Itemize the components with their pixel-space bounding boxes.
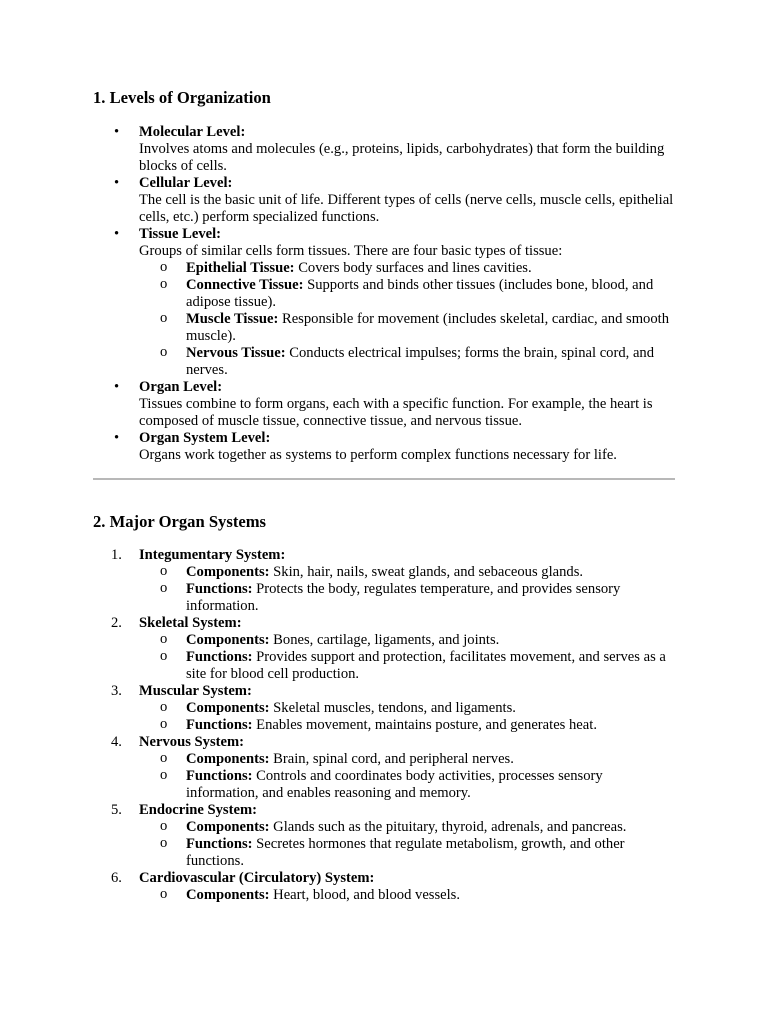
list-item: [93, 430, 675, 464]
sub-list-item: [93, 260, 675, 277]
functions-label: Functions:: [186, 768, 253, 784]
system-details: [139, 819, 675, 870]
components-label: Components:: [186, 819, 270, 835]
system-name: Integumentary System:: [139, 547, 286, 563]
item-number: 5.: [111, 802, 122, 818]
circle-bullet-icon: o: [160, 886, 168, 902]
item-number: 4.: [111, 734, 122, 750]
system-item: [93, 802, 675, 870]
sub-list-item: [93, 277, 675, 311]
section-1-heading: 1. Levels of Organization: [93, 88, 271, 107]
circle-bullet-icon: o: [160, 716, 168, 732]
sub-item-label: Connective Tissue:: [186, 277, 304, 293]
bullet-icon: •: [114, 226, 120, 242]
circle-bullet-icon: o: [160, 344, 168, 360]
components-text: Bones, cartilage, ligaments, and joints.: [269, 632, 500, 648]
components-text: Heart, blood, and blood vessels.: [269, 887, 461, 903]
components-label: Components:: [186, 751, 270, 767]
circle-bullet-icon: o: [160, 648, 168, 664]
item-label: Molecular Level:: [139, 124, 246, 140]
section-divider: [93, 478, 675, 480]
components-label: Components:: [186, 700, 270, 716]
sub-item-label: Muscle Tissue:: [186, 311, 279, 327]
item-text: Involves atoms and molecules (e.g., proteins, lipids, carbohydrates) that form the building blocks of cells.: [139, 141, 665, 174]
sub-item-text: Responsible for movement (includes skeletal, cardiac, and smooth muscle).: [186, 311, 669, 344]
section-2-heading: 2. Major Organ Systems: [93, 512, 266, 531]
item-text: Organs work together as systems to perform complex functions necessary for life.: [139, 447, 617, 463]
sub-list-item: [93, 581, 675, 615]
circle-bullet-icon: o: [160, 750, 168, 766]
list-item: [93, 124, 675, 175]
sub-item-label: Nervous Tissue:: [186, 345, 286, 361]
sub-item-label: Epithelial Tissue:: [186, 260, 295, 276]
system-name: Cardiovascular (Circulatory) System:: [139, 870, 375, 886]
components-text: Brain, spinal cord, and peripheral nerves.: [269, 751, 514, 767]
sub-list-item: [93, 717, 675, 734]
list-item: [93, 175, 675, 226]
sub-list-item: [93, 836, 675, 870]
bullet-icon: •: [114, 430, 120, 446]
circle-bullet-icon: o: [160, 631, 168, 647]
system-item: [93, 683, 675, 734]
components-label: Components:: [186, 564, 270, 580]
circle-bullet-icon: o: [160, 563, 168, 579]
tissue-types-list: [139, 260, 675, 379]
organ-systems-list: [93, 547, 675, 904]
functions-label: Functions:: [186, 717, 253, 733]
circle-bullet-icon: o: [160, 699, 168, 715]
components-text: Glands such as the pituitary, thyroid, adrenals, and pancreas.: [269, 819, 627, 835]
circle-bullet-icon: o: [160, 835, 168, 851]
item-text: Tissues combine to form organs, each with a specific function. For example, the heart is composed of muscle tissue, connective tissue, and nervous tissue.: [139, 396, 653, 429]
system-details: [139, 751, 675, 802]
system-details: [139, 887, 675, 904]
system-item: [93, 734, 675, 802]
sub-list-item: [93, 887, 675, 904]
functions-label: Functions:: [186, 581, 253, 597]
item-number: 2.: [111, 615, 122, 631]
components-text: Skeletal muscles, tendons, and ligaments.: [269, 700, 516, 716]
components-label: Components:: [186, 887, 270, 903]
circle-bullet-icon: o: [160, 310, 168, 326]
item-number: 6.: [111, 870, 122, 886]
system-item: [93, 547, 675, 615]
list-item: [93, 226, 675, 379]
sub-list-item: [93, 751, 675, 768]
item-number: 3.: [111, 683, 122, 699]
functions-text: Enables movement, maintains posture, and generates heat.: [252, 717, 597, 733]
sub-item-text: Supports and binds other tissues (includes bone, blood, and adipose tissue).: [186, 277, 654, 310]
sub-list-item: [93, 768, 675, 802]
functions-text: Protects the body, regulates temperature, and provides sensory information.: [186, 581, 621, 614]
functions-text: Provides support and protection, facilitates movement, and serves as a site for blood cell production.: [186, 649, 666, 682]
item-number: 1.: [111, 547, 122, 563]
item-label: Organ System Level:: [139, 430, 271, 446]
system-details: [139, 632, 675, 683]
sub-list-item: [93, 649, 675, 683]
item-label: Organ Level:: [139, 379, 223, 395]
functions-text: Secretes hormones that regulate metabolism, growth, and other functions.: [186, 836, 625, 869]
sub-list-item: [93, 564, 675, 581]
sub-list-item: [93, 819, 675, 836]
sub-list-item: [93, 311, 675, 345]
system-item: [93, 870, 675, 904]
components-text: Skin, hair, nails, sweat glands, and sebaceous glands.: [269, 564, 584, 580]
system-details: [139, 700, 675, 734]
system-name: Nervous System:: [139, 734, 244, 750]
circle-bullet-icon: o: [160, 276, 168, 292]
circle-bullet-icon: o: [160, 767, 168, 783]
sub-list-item: [93, 632, 675, 649]
bullet-icon: •: [114, 124, 120, 140]
functions-text: Controls and coordinates body activities, processes sensory information, and enables reasoning and memory.: [186, 768, 603, 801]
system-name: Skeletal System:: [139, 615, 242, 631]
item-text: Groups of similar cells form tissues. There are four basic types of tissue:: [139, 243, 563, 259]
sub-list-item: [93, 345, 675, 379]
circle-bullet-icon: o: [160, 818, 168, 834]
sub-item-text: Conducts electrical impulses; forms the brain, spinal cord, and nerves.: [186, 345, 655, 378]
item-text: The cell is the basic unit of life. Different types of cells (nerve cells, muscle cells, epithelial cells, etc.) perform specialized functions.: [139, 192, 674, 225]
sub-list-item: [93, 700, 675, 717]
circle-bullet-icon: o: [160, 259, 168, 275]
circle-bullet-icon: o: [160, 580, 168, 596]
system-name: Muscular System:: [139, 683, 252, 699]
components-label: Components:: [186, 632, 270, 648]
list-item: [93, 379, 675, 430]
functions-label: Functions:: [186, 836, 253, 852]
item-label: Tissue Level:: [139, 226, 222, 242]
item-label: Cellular Level:: [139, 175, 233, 191]
bullet-icon: •: [114, 379, 120, 395]
system-details: [139, 564, 675, 615]
functions-label: Functions:: [186, 649, 253, 665]
system-name: Endocrine System:: [139, 802, 257, 818]
sub-item-text: Covers body surfaces and lines cavities.: [294, 260, 532, 276]
system-item: [93, 615, 675, 683]
bullet-icon: •: [114, 175, 120, 191]
levels-list: [93, 124, 675, 464]
